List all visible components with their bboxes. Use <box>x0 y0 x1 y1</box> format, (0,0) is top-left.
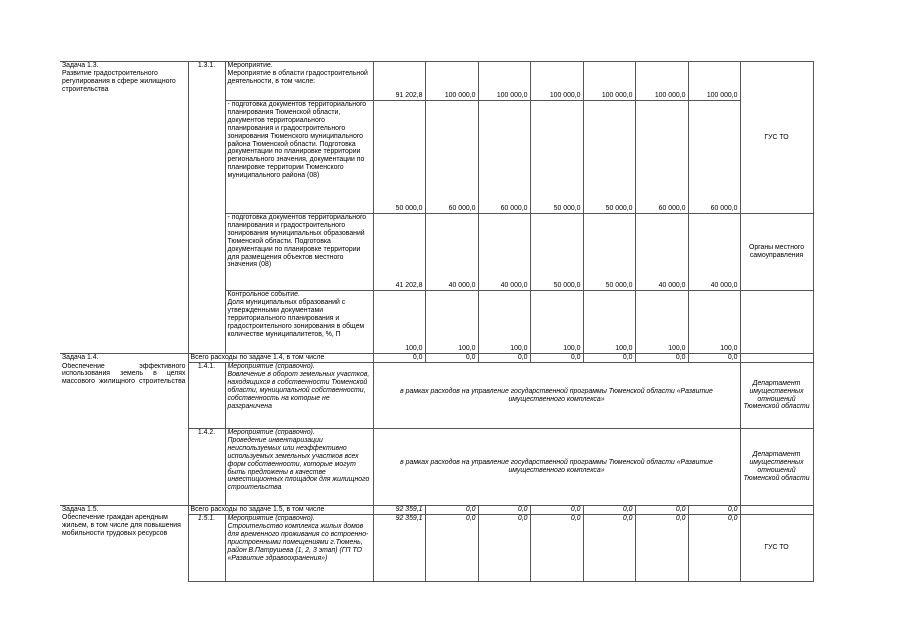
empty-cell <box>740 291 813 354</box>
responsible-executor: Департамент имущественных отношений Тюменской области <box>740 429 813 506</box>
program-table <box>60 61 814 582</box>
total-value: 0,0 <box>583 506 635 515</box>
value-cell: 100,0 <box>635 291 688 354</box>
value-cell: 60 000,0 <box>635 101 688 214</box>
value-cell: 50 000,0 <box>583 214 635 291</box>
responsible-executor: ГУС ТО <box>740 515 813 582</box>
value-cell: 0,0 <box>688 515 740 582</box>
value-cell: 40 000,0 <box>635 214 688 291</box>
value-cell: 0,0 <box>635 515 688 582</box>
total-value: 0,0 <box>635 354 688 363</box>
value-cell: 0,0 <box>425 515 478 582</box>
value-cell: 100 000,0 <box>530 62 583 101</box>
funding-note: в рамках расходов на управление государственной программы Тюменской области «Развитие имущественного комплекса» <box>373 429 740 506</box>
item-code: 1.4.1. <box>188 363 225 429</box>
table-row <box>60 62 813 101</box>
value-cell: 60 000,0 <box>688 101 740 214</box>
empty-cell <box>740 354 813 363</box>
task-1-4-description-text: Обеспечение эффективного использования земель в целях массового жилищного строительства <box>62 362 186 386</box>
value-cell: 50 000,0 <box>583 101 635 214</box>
item-code: 1.3.1. <box>188 62 225 354</box>
total-value: 92 359,1 <box>373 506 425 515</box>
responsible-executor: Органы местного самоуправления <box>740 214 813 291</box>
activity-text: Мероприятие. Мероприятие в области градостроительной деятельности, в том числе: <box>225 62 373 101</box>
value-cell: 100,0 <box>583 291 635 354</box>
total-value: 0,0 <box>373 354 425 363</box>
total-value: 0,0 <box>425 506 478 515</box>
task-1-4-title: Задача 1.4. <box>60 354 188 363</box>
value-cell: 100 000,0 <box>635 62 688 101</box>
value-cell: 100 000,0 <box>478 62 530 101</box>
activity-text: Мероприятие (справочно). Строительство комплекса жилых домов для временного проживания со встроенно-пристроенными помещениями г.Тюмень, район В.Патрушева (1, 2, 3 этап) (ГП ТО «Развитие здравоохранения») <box>225 515 373 582</box>
value-cell: 100 000,0 <box>688 62 740 101</box>
value-cell: 0,0 <box>583 515 635 582</box>
item-code: 1.5.1. <box>188 515 225 582</box>
total-value: 0,0 <box>635 506 688 515</box>
total-value: 0,0 <box>583 354 635 363</box>
total-value: 0,0 <box>688 506 740 515</box>
total-value: 0,0 <box>425 354 478 363</box>
task-1-5-title: Задача 1.5. Обеспечение граждан арендным жильем, в том числе для повышения мобильности трудовых ресурсов <box>60 506 188 582</box>
activity-text: - подготовка документов территориального планирования Тюменской области, документов территориального планирования и градостроительного зонирования Тюменского муниципального района Тюменской области. Подготовка документации по планировке территории регионального значения, документации по планировке территории Тюменского муниципального района (08) <box>225 101 373 214</box>
item-code: 1.4.2. <box>188 429 225 506</box>
value-cell: 50 000,0 <box>530 214 583 291</box>
value-cell: 100,0 <box>425 291 478 354</box>
control-event-text: Контрольное событие. Доля муниципальных образований с утвержденными документами территориального планирования и градостроительного зонирования в общем количестве муниципалитетов, %, П <box>225 291 373 354</box>
task-total-label: Всего расходы по задаче 1.5, в том числе <box>188 506 373 515</box>
value-cell: 0,0 <box>530 515 583 582</box>
total-value: 0,0 <box>688 354 740 363</box>
value-cell: 41 202,8 <box>373 214 425 291</box>
total-value: 0,0 <box>530 354 583 363</box>
table-row <box>60 354 813 363</box>
activity-text: - подготовка документов территориального планирования и градостроительного зонирования муниципальных образований Тюменской области. Подготовка документации по планировке территории для размещения объектов местного значения (08) <box>225 214 373 291</box>
value-cell: 100 000,0 <box>583 62 635 101</box>
value-cell: 100,0 <box>478 291 530 354</box>
value-cell: 91 202,8 <box>373 62 425 101</box>
value-cell: 100 000,0 <box>425 62 478 101</box>
task-1-3-title: Задача 1.3. Развитие градостроительного регулирования в сфере жилищного строительства <box>60 62 188 354</box>
empty-cell <box>740 506 813 515</box>
table-row <box>60 506 813 515</box>
value-cell: 100,0 <box>530 291 583 354</box>
value-cell: 60 000,0 <box>478 101 530 214</box>
total-value: 0,0 <box>478 506 530 515</box>
total-value: 0,0 <box>530 506 583 515</box>
activity-text: Мероприятие (справочно). Вовлечение в оборот земельных участков, находящихся в собственности Тюменской области, муниципальной собственности, собственность на которые не разграничена <box>225 363 373 429</box>
value-cell: 50 000,0 <box>373 101 425 214</box>
value-cell: 40 000,0 <box>478 214 530 291</box>
value-cell: 50 000,0 <box>530 101 583 214</box>
responsible-executor: Департамент имущественных отношений Тюменской области <box>740 363 813 429</box>
task-1-4-description <box>60 363 188 506</box>
funding-note: в рамках расходов на управление государственной программы Тюменской области «Развитие имущественного комплекса» <box>373 363 740 429</box>
value-cell: 100,0 <box>688 291 740 354</box>
value-cell: 40 000,0 <box>425 214 478 291</box>
value-cell: 0,0 <box>478 515 530 582</box>
value-cell: 92 359,1 <box>373 515 425 582</box>
value-cell: 60 000,0 <box>425 101 478 214</box>
value-cell: 100,0 <box>373 291 425 354</box>
table-row <box>60 363 813 429</box>
task-total-label: Всего расходы по задаче 1.4, в том числе <box>188 354 373 363</box>
responsible-executor: ГУС ТО <box>740 62 813 214</box>
activity-text: Мероприятие (справочно). Проведение инвентаризации неиспользуемых или неэффективно используемых земельных участков всех форм собственности, которые могут быть предложены в качестве инвестиционных площадок для жилищного строительства <box>225 429 373 506</box>
value-cell: 40 000,0 <box>688 214 740 291</box>
total-value: 0,0 <box>478 354 530 363</box>
